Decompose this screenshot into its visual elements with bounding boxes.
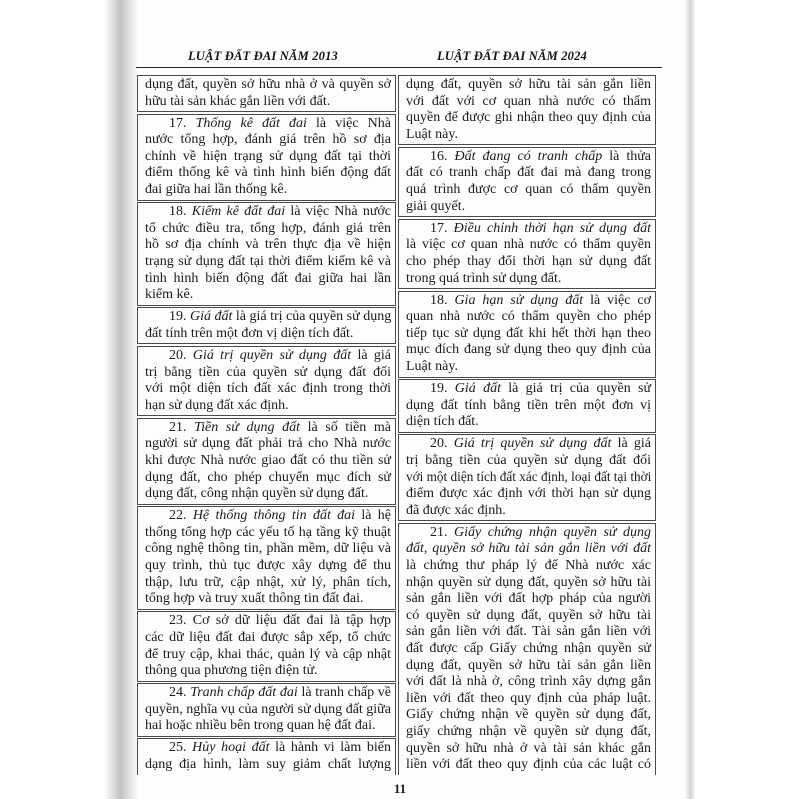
text-line: tổ chức điều tra, tổng hợp, đánh giá trên: [145, 220, 391, 236]
paragraph-box: [398, 147, 656, 217]
text-line: hai hoặc nhiều bên trong quan hệ đất đai.: [145, 718, 376, 734]
text-line: giấy chứng nhận về quyền sử dụng đất,: [406, 723, 651, 739]
text-line: với một diện tích đất xác định trong thời: [145, 381, 391, 397]
defined-term: Gia hạn sử dụng đất: [454, 292, 584, 308]
text-line: [145, 204, 391, 221]
text-line: có quyền sử dụng đất, quyền sở hữu tài: [406, 607, 651, 623]
paragraph-box: [137, 75, 396, 112]
text-line: là chứng thư pháp lý để Nhà nước xác: [406, 558, 651, 574]
paragraph-number: 19.: [430, 381, 448, 397]
paragraph-box: [398, 219, 656, 289]
text-line: là việc cơ quan nhà nước có thẩm quyền: [406, 237, 651, 253]
text-line: quy trình, thủ tục được xây dựng để thu: [145, 558, 391, 574]
text-line: dụng đất tính bằng tiền trên một đơn vị: [406, 397, 651, 413]
text-line: đất có tranh chấp đất đai mà đang trong: [406, 165, 651, 181]
defined-term: đất, quyền sở hữu tài sản gắn liền với đất: [406, 541, 651, 557]
text-line: trạng sử dụng đất tại thời điểm kiểm kê và: [145, 253, 391, 269]
text-line: [145, 420, 391, 437]
text-line: dụng đất, quyền sở hữu tài sản gắn liền: [406, 77, 651, 92]
text-line: đã được xác định.: [406, 502, 506, 518]
paragraph-box: [398, 75, 656, 145]
paragraph-box: [137, 346, 396, 416]
text-line: [145, 740, 391, 757]
right-column-2024: [398, 75, 656, 775]
paragraph-box: [137, 738, 396, 774]
text-line: quyền, nghĩa vụ của người sử dụng đất giữa: [145, 701, 391, 717]
defined-term: Thống kê đất đai: [195, 115, 307, 131]
text-line: tình hình biến động đất đai giữa hai lần: [145, 270, 391, 286]
defined-term: Giấy chứng nhận quyền sử dụng: [454, 524, 652, 540]
paragraph-number: 22.: [169, 508, 187, 524]
paragraph-box: [137, 114, 396, 201]
left-column-2013: [137, 75, 396, 775]
paragraph-box: [137, 307, 396, 344]
paragraph-number: 18.: [430, 292, 448, 308]
text-line: [406, 541, 651, 558]
defined-term: Đất đang có tranh chấp: [454, 148, 603, 164]
text-line: Luật này.: [406, 359, 458, 374]
line-text: là việc cơ: [590, 292, 651, 308]
text-line: thông qua phương tiện điện tử.: [145, 663, 318, 679]
page-edge: [686, 0, 695, 799]
defined-term: Giá đất: [190, 309, 233, 325]
text-line: quan nhà nước có thẩm quyền cho phép: [406, 309, 651, 325]
text-line: dụng đất, cho phép chuyển mục đích sử: [145, 469, 391, 485]
text-line: [145, 508, 391, 525]
text-line: Giấy chứng nhận về quyền sử dụng đất,: [406, 707, 651, 723]
text-line: kiểm kê.: [145, 287, 194, 303]
text-line: nhận quyền sử dụng đất, quyền sở hữu tài: [406, 574, 651, 590]
paragraph-box: [137, 611, 396, 681]
paragraph-number: 23.: [169, 613, 187, 629]
text-line: điểm thống kê và tình hình biến động đất: [145, 165, 391, 181]
paragraph-number: 20.: [430, 436, 448, 452]
text-line: [406, 221, 651, 238]
text-line: điểm được xác định với thời hạn sử dụng: [406, 486, 651, 502]
text-line: trị bằng tiền của quyền sử dụng đất đối: [145, 364, 391, 380]
text-line: thống tổng hợp các yếu tố hạ tầng kỹ thuật: [145, 524, 391, 540]
text-line: dụng đất, công nhận quyền sử dụng đất.: [145, 486, 369, 502]
line-text: là hành vi làm biến: [275, 740, 391, 756]
paragraph-number: 19.: [169, 309, 187, 325]
line-text: là tranh chấp về: [301, 685, 392, 701]
text-line: diện tích đất.: [406, 414, 479, 430]
text-line: đất tính trên một đơn vị diện tích đất.: [145, 325, 354, 341]
paragraph-box: [137, 683, 396, 737]
text-line: mục đích đang sử dụng theo quy định của: [406, 342, 651, 358]
paragraph-box: [137, 418, 396, 505]
text-line: với đất với cơ quan nhà nước có thẩm: [406, 93, 651, 109]
text-line: cho phép thay đổi thời hạn sử dụng đất: [406, 253, 651, 269]
text-line: liền với đất theo quy định của các luật có: [406, 757, 651, 773]
line-text: là giá: [357, 347, 392, 363]
paragraph-number: 21.: [430, 524, 448, 540]
paragraph-box: [398, 291, 656, 378]
text-line: [145, 348, 391, 365]
defined-term: Điều chỉnh thời hạn sử dụng đất: [453, 220, 651, 236]
line-text: là giá: [617, 436, 652, 452]
line-text: là giá trị của quyền sử dụng: [235, 309, 392, 325]
paragraph-number: 17.: [430, 220, 448, 236]
line-text: là số tiền mà: [307, 419, 391, 435]
paragraph-number: 24.: [169, 685, 187, 701]
text-line: [406, 525, 651, 542]
text-line: [145, 685, 391, 702]
text-line: giải quyết.: [406, 198, 466, 214]
page-binding-shadow: [104, 0, 138, 799]
text-line: sản gắn liền với đất hợp pháp của người: [406, 591, 651, 607]
text-line: quá trình được cơ quan có thẩm quyền: [406, 182, 651, 198]
text-line: nước tổng hợp, đánh giá trên hồ sơ địa: [145, 132, 391, 148]
defined-term: Tiền sử dụng đất: [194, 419, 300, 435]
defined-term: Giá đất: [454, 381, 501, 397]
text-line: [145, 309, 391, 326]
text-line: hữu tài sản khác gắn liền với đất.: [145, 93, 331, 109]
text-line: hồ sơ địa chính và trên thực địa về hiện: [145, 237, 391, 253]
paragraph-box: [398, 523, 656, 775]
defined-term: Hủy hoại đất: [192, 740, 270, 756]
paragraph-number: 25.: [169, 740, 187, 756]
text-line: khi được Nhà nước giao đất có thu tiền sử: [145, 452, 391, 468]
text-line: tiếp tục sử dụng đất khi hết thời hạn theo: [406, 325, 651, 341]
paragraph-number: 21.: [169, 419, 187, 435]
text-line: người sử dụng đất phải trả cho Nhà nước: [145, 436, 391, 452]
text-line: trong quá trình sử dụng đất.: [406, 270, 562, 286]
text-line: [406, 293, 651, 310]
line-text: là việc Nhà nước: [290, 204, 392, 220]
text-line: [406, 436, 651, 453]
paragraph-number: 16.: [430, 148, 448, 164]
right-column-title: LUẬT ĐẤT ĐAI NĂM 2024: [436, 49, 588, 63]
text-line: quyền sở hữu nhà ở và tài sản khác gắn: [406, 740, 651, 756]
paragraph-box: [398, 379, 656, 433]
paragraph-number: 20.: [169, 347, 187, 363]
paragraph-number: 18.: [169, 204, 187, 220]
defined-term: Kiểm kê đất đai: [191, 204, 286, 220]
text-line: tổng hợp và truy xuất thông tin đất đai.: [145, 591, 364, 607]
line-text: là giá trị của quyền sử: [508, 381, 652, 397]
text-line: dụng đất, quyền sở hữu nhà ở và quyền sở: [145, 77, 391, 92]
text-line: để truy cập, khai thác, quản lý và cập nhật: [145, 646, 391, 662]
text-line: với đất là nhà ở, công trình xây dựng gắn: [406, 674, 651, 690]
text-line: liền với đất theo quy định của pháp luật.: [406, 690, 651, 706]
text-line: [406, 381, 651, 398]
text-line: dạng địa hình, làm suy giảm chất lượng: [145, 757, 391, 773]
text-line: chính về hiện trạng sử dụng đất tại thời: [145, 148, 391, 164]
line-text: Cơ sở dữ liệu đất đai là tập hợp: [192, 613, 391, 629]
text-line: hạn sử dụng đất xác định.: [145, 397, 289, 413]
line-text: là hệ: [361, 508, 391, 524]
text-line: Luật này.: [406, 126, 458, 142]
text-line: đai giữa hai lần thống kê.: [145, 182, 288, 198]
defined-term: Giá trị quyền sử dụng đất: [453, 436, 612, 452]
page-number: 11: [393, 781, 407, 796]
defined-term: Hệ thống thông tin đất đai: [192, 508, 356, 524]
paragraph-box: [137, 202, 396, 306]
text-line: [145, 613, 391, 630]
text-line: với một diện tích đất xác định, loại đất tại thời: [406, 469, 652, 485]
text-line: các dữ liệu đất đai được sắp xếp, tổ chức: [145, 629, 391, 645]
text-line: dụng đất, quyền sở hữu tài sản gắn liền: [406, 657, 651, 673]
paragraph-number: 17.: [169, 115, 187, 131]
text-line: công nghệ thông tin, phần mềm, dữ liệu và: [145, 541, 391, 557]
defined-term: Giá trị quyền sử dụng đất: [192, 347, 352, 363]
paragraph-box: [137, 506, 396, 610]
text-line: quyền để được ghi nhận theo quy định của: [406, 110, 651, 126]
text-line: [406, 149, 651, 166]
text-line: sản gắn liền với đất. Tài sản gắn liền với: [406, 624, 651, 640]
text-line: trị bằng tiền của quyền sử dụng đất đối: [406, 452, 651, 468]
text-line: [145, 116, 391, 133]
text-line: đất được cấp Giấy chứng nhận quyền sử: [406, 641, 651, 656]
defined-term: Tranh chấp đất đai: [190, 685, 298, 701]
paragraph-box: [398, 434, 656, 521]
left-column-title: LUẬT ĐẤT ĐAI NĂM 2013: [187, 49, 339, 63]
text-line: thập, lưu trữ, cập nhật, xử lý, phân tích,: [145, 574, 391, 590]
line-text: là thửa: [609, 148, 652, 164]
line-text: là việc Nhà: [316, 115, 392, 131]
header-rule: [136, 67, 662, 68]
